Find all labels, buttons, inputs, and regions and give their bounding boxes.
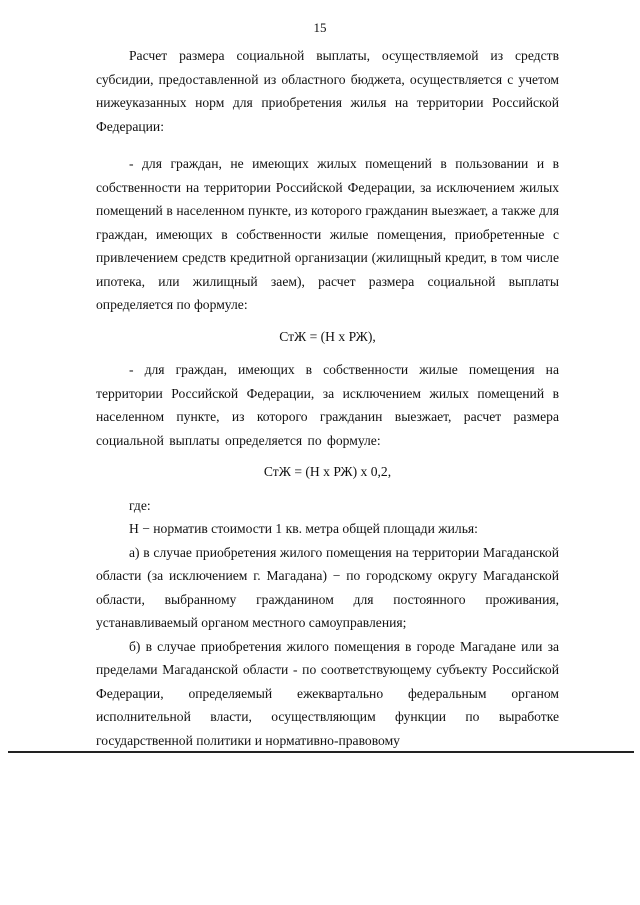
document-body [96,44,559,752]
n-definition: Н − норматив стоимости 1 кв. метра общей площади жилья: [129,521,478,536]
where-label: где: [129,497,151,513]
intro-paragraph: Расчет размера социальной выплаты, осуществляемой из средств субсидии, предоставленной из областного бюджета, осуществляется с учетом нижеуказанных норм для приобретения жилья на территории Российской Федерации: [96,48,559,134]
formula-one: СтЖ = (Н х РЖ), [279,328,376,344]
bottom-divider [8,751,634,753]
case-one-paragraph: - для граждан, не имеющих жилых помещений в пользовании и в собственности на территории Российской Федерации, за исключением жилых помещений в населенном пункте, из которого гражданин выезжает, а также для граждан, имеющих в собственности жилые помещения, приобретенные с привлечением средств кредитной организации (жилищный кредит, в том числе ипотека, или жилищный заем), расчет размера социальной выплаты определяется по формуле: [96,156,559,312]
page-number: 15 [313,20,327,35]
item-a-paragraph: а) в случае приобретения жилого помещения на территории Магаданской области (за исключением г. Магадана) − по городскому округу Магаданской области, выбранному гражданином для постоянного проживания, устанавливаемый органом местного самоуправления; [96,544,559,630]
formula-two: СтЖ = (Н х РЖ) х 0,2, [263,464,392,479]
item-b-paragraph: б) в случае приобретения жилого помещения в городе Магадане или за пределами Магаданской области - по соответствующему субъекту Российской Федерации, определяемый ежеквартально федеральным органом исполнительной власти, осуществляющим функции по выработке государственной политики и нормативно-правовому [96,638,559,748]
case-two-paragraph: - для граждан, имеющих в собственности жилые помещения на территории Российской Федерации, за исключением жилых помещений в населенном пункте, из которого гражданин выезжает, расчет размера социальной выплаты определяется по формуле: [96,362,559,448]
